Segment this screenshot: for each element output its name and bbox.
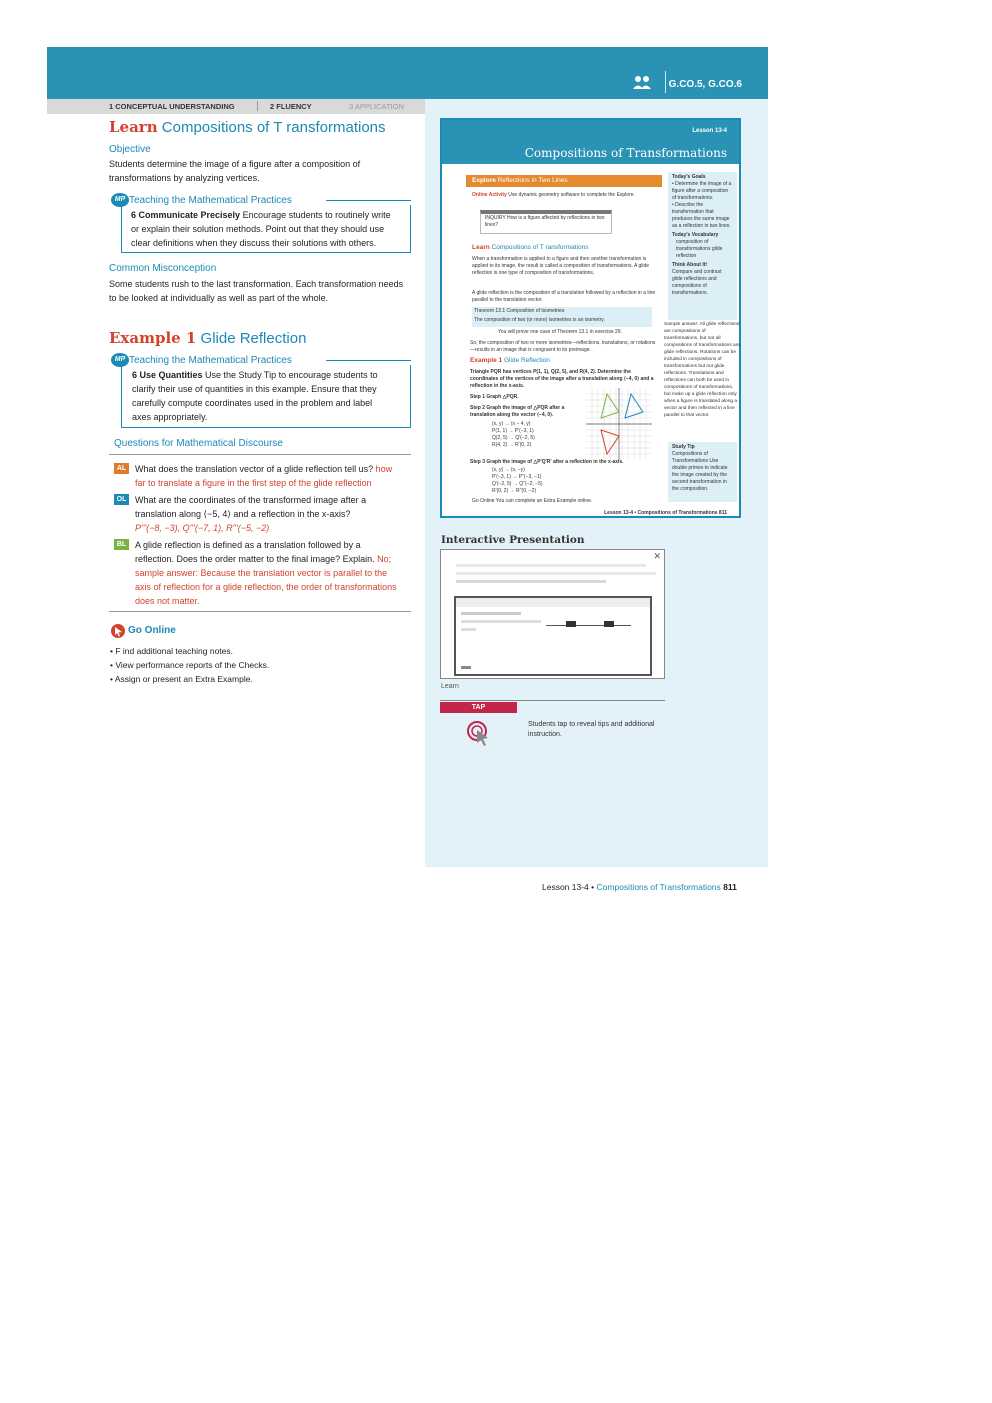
online-activity: Online Activity Use dynamic geometry software to complete the Explore. bbox=[472, 192, 635, 198]
interactive-title: Interactive Presentation bbox=[441, 534, 585, 546]
list-item: • F ind additional teaching notes. bbox=[110, 646, 234, 656]
go-online-list bbox=[110, 644, 269, 686]
thumbnail-so-text: So, the composition of two or more isometries—reflections, translations, or rotations—results in an image that is congruent to its preimage. bbox=[470, 340, 656, 353]
list-item: • View performance reports of the Checks. bbox=[110, 660, 270, 670]
objective-heading: Objective bbox=[109, 144, 151, 155]
preview-line bbox=[456, 564, 646, 567]
thumbnail-learn-text: When a transformation is applied to a figure and then another transformation is applied to its image, the result is called a composition of transformations. A glide reflection is one type of composition of transformations. bbox=[472, 256, 650, 276]
mp-badge: MP bbox=[111, 193, 129, 207]
thumbnail-glide-text: A glide reflection is the composition of a translation followed by a reflection in a line parallel to the translation vector. bbox=[472, 290, 656, 303]
thumbnail-step2-work: (x, y) → (x − 4, y) P(1, 1) → P'(−3, 1) Q(2, 5) → Q'(−2, 5) R(4, 2) → R'(0, 2) bbox=[492, 421, 535, 448]
thumbnail-footer: Lesson 13-4 • Compositions of Transformations 811 bbox=[604, 510, 727, 516]
tap-icon bbox=[466, 720, 492, 748]
preview-line bbox=[456, 580, 606, 583]
discourse-heading: Questions for Mathematical Discourse bbox=[114, 438, 283, 449]
explore-bar: Explore Reflections in Two Lines bbox=[466, 175, 662, 187]
thumbnail-step1: Step 1 Graph △PQR. bbox=[470, 394, 519, 400]
tap-description: Students tap to reveal tips and additional instruction. bbox=[528, 721, 655, 738]
thumbnail-lesson: Lesson 13-4 bbox=[692, 128, 727, 134]
student-page-thumbnail bbox=[440, 118, 741, 518]
go-online-heading[interactable]: Go Online bbox=[128, 625, 176, 636]
thumbnail-step3-work: (x, y) → (x, −y) P'(−3, 1) → P''(−3, −1) Q'(−2, 5) → Q''(−2, −5) R'(0, 2) → R''(0, −2) bbox=[492, 467, 543, 494]
level-badge-al: AL bbox=[114, 463, 129, 474]
misconception-heading: Common Misconception bbox=[109, 263, 217, 274]
mp-box: 6 Use Quantities Use the Study Tip to encourage students to clarify their use of quantities in this example. Ensure that they carefully compute coordinates used in the problem and label axes appropriately. bbox=[121, 365, 411, 428]
inquiry-box: INQUIRY How is a figure affected by reflections in two lines? bbox=[480, 210, 612, 234]
thumbnail-example-heading: Example 1 Glide Reflection bbox=[470, 357, 550, 364]
tab-application[interactable]: 3 APPLICATION bbox=[349, 102, 404, 111]
list-item: • Assign or present an Extra Example. bbox=[110, 674, 253, 684]
coordinate-graph bbox=[586, 388, 652, 460]
preview-line bbox=[456, 572, 656, 575]
page-footer: Lesson 13-4 • Compositions of Transformations 811 bbox=[542, 882, 737, 892]
tab-divider bbox=[257, 101, 258, 111]
mp-box-top-line bbox=[326, 200, 411, 201]
divider bbox=[440, 700, 665, 701]
mp-box-top-line bbox=[326, 360, 411, 361]
level-badge-bl: BL bbox=[114, 539, 129, 550]
theorem-box: Theorem 13.1 Composition of Isometries The composition of two (or more) isometries is an isometry. bbox=[472, 307, 652, 327]
divider bbox=[109, 611, 411, 612]
mp-badge: MP bbox=[111, 353, 129, 367]
tab-fluency[interactable]: 2 FLUENCY bbox=[270, 102, 312, 111]
thumbnail-prove: You will prove one case of Theorem 13.1 in exercise 29. bbox=[498, 329, 622, 335]
thumbnail-title: Compositions of Transformations bbox=[524, 146, 727, 160]
interactive-preview[interactable] bbox=[440, 549, 665, 679]
thumbnail-example-text: Triangle PQR has vertices P(1, 1), Q(2, 5), and R(4, 2). Determine the coordinates of the vertices of the image after a translation along ⟨−4, 0⟩ and a reflection in the x-axis. bbox=[470, 369, 654, 389]
thumbnail-step2: Step 2 Graph the image of △PQR after a translation along the vector ⟨−4, 0⟩. bbox=[470, 405, 565, 418]
example-heading: Example 1 Glide Reflection bbox=[109, 329, 307, 347]
misconception-text: Some students rush to the last transformation. Each transformation needs to be looked at individually as well as part of the whole. bbox=[109, 279, 404, 303]
mp-heading: Teaching the Mathematical Practices bbox=[129, 195, 292, 206]
thumbnail-go-online: Go Online You can complete an Extra Example online. bbox=[472, 498, 593, 504]
study-tip: Study Tip Compositions of Transformations Use double primes to indicate the image created by the second transformation in the composition. bbox=[668, 442, 737, 502]
level-badge-ol: OL bbox=[114, 494, 129, 505]
thumbnail-sample-answer: Sample answer: All glide reflections are compositions of transformations, but not all compositions of transformations are glide reflections. Rotations can be included in compositions of transformations but not glide reflections. Translations and reflections can both be used in compositions of transformations, but make up a glide reflection only when a figure is translated along a vector and then reflected in a line parallel to that vector. bbox=[664, 322, 740, 418]
close-icon[interactable]: ✕ bbox=[653, 551, 661, 561]
lesson-phase-tabs bbox=[47, 99, 425, 114]
divider bbox=[109, 454, 411, 455]
interactive-caption: Learn bbox=[441, 683, 459, 690]
preview-inner bbox=[454, 596, 652, 676]
thumbnail-header bbox=[442, 120, 739, 164]
mp-heading: Teaching the Mathematical Practices bbox=[129, 355, 292, 366]
thumbnail-step3: Step 3 Graph the image of △P'Q'R' after a reflection in the x-axis. bbox=[470, 459, 624, 465]
tap-badge: TAP bbox=[440, 702, 517, 713]
banner-divider bbox=[665, 71, 666, 93]
thumbnail-learn-heading: Learn Compositions of T ransformations bbox=[472, 244, 589, 251]
thumbnail-sidebar: Today's Goals • Determine the image of a figure after a composition of transformations. • Describe the transformation that produces the same image as a reflection in two lines. Today's Vocabulary composition of transformations glide reflection Think About It! Compare and contrast glide reflections and compositions of transformations. bbox=[668, 172, 737, 320]
header-banner bbox=[47, 47, 768, 99]
tab-conceptual-understanding[interactable]: 1 CONCEPTUAL UNDERSTANDING bbox=[109, 102, 235, 111]
standards-label: G.CO.5, G.CO.6 bbox=[668, 79, 742, 90]
mp-box: 6 Communicate Precisely Encourage students to routinely write or explain their solution methods. Point out that they should use clear definitions when they discuss their solutions with others. bbox=[121, 205, 411, 253]
objective-text: Students determine the image of a figure after a composition of transformations by analyzing vertices. bbox=[109, 159, 361, 183]
learn-heading: Learn Compositions of T ransformations bbox=[109, 118, 386, 136]
cursor-icon bbox=[110, 623, 126, 639]
people-group-icon bbox=[632, 74, 652, 90]
